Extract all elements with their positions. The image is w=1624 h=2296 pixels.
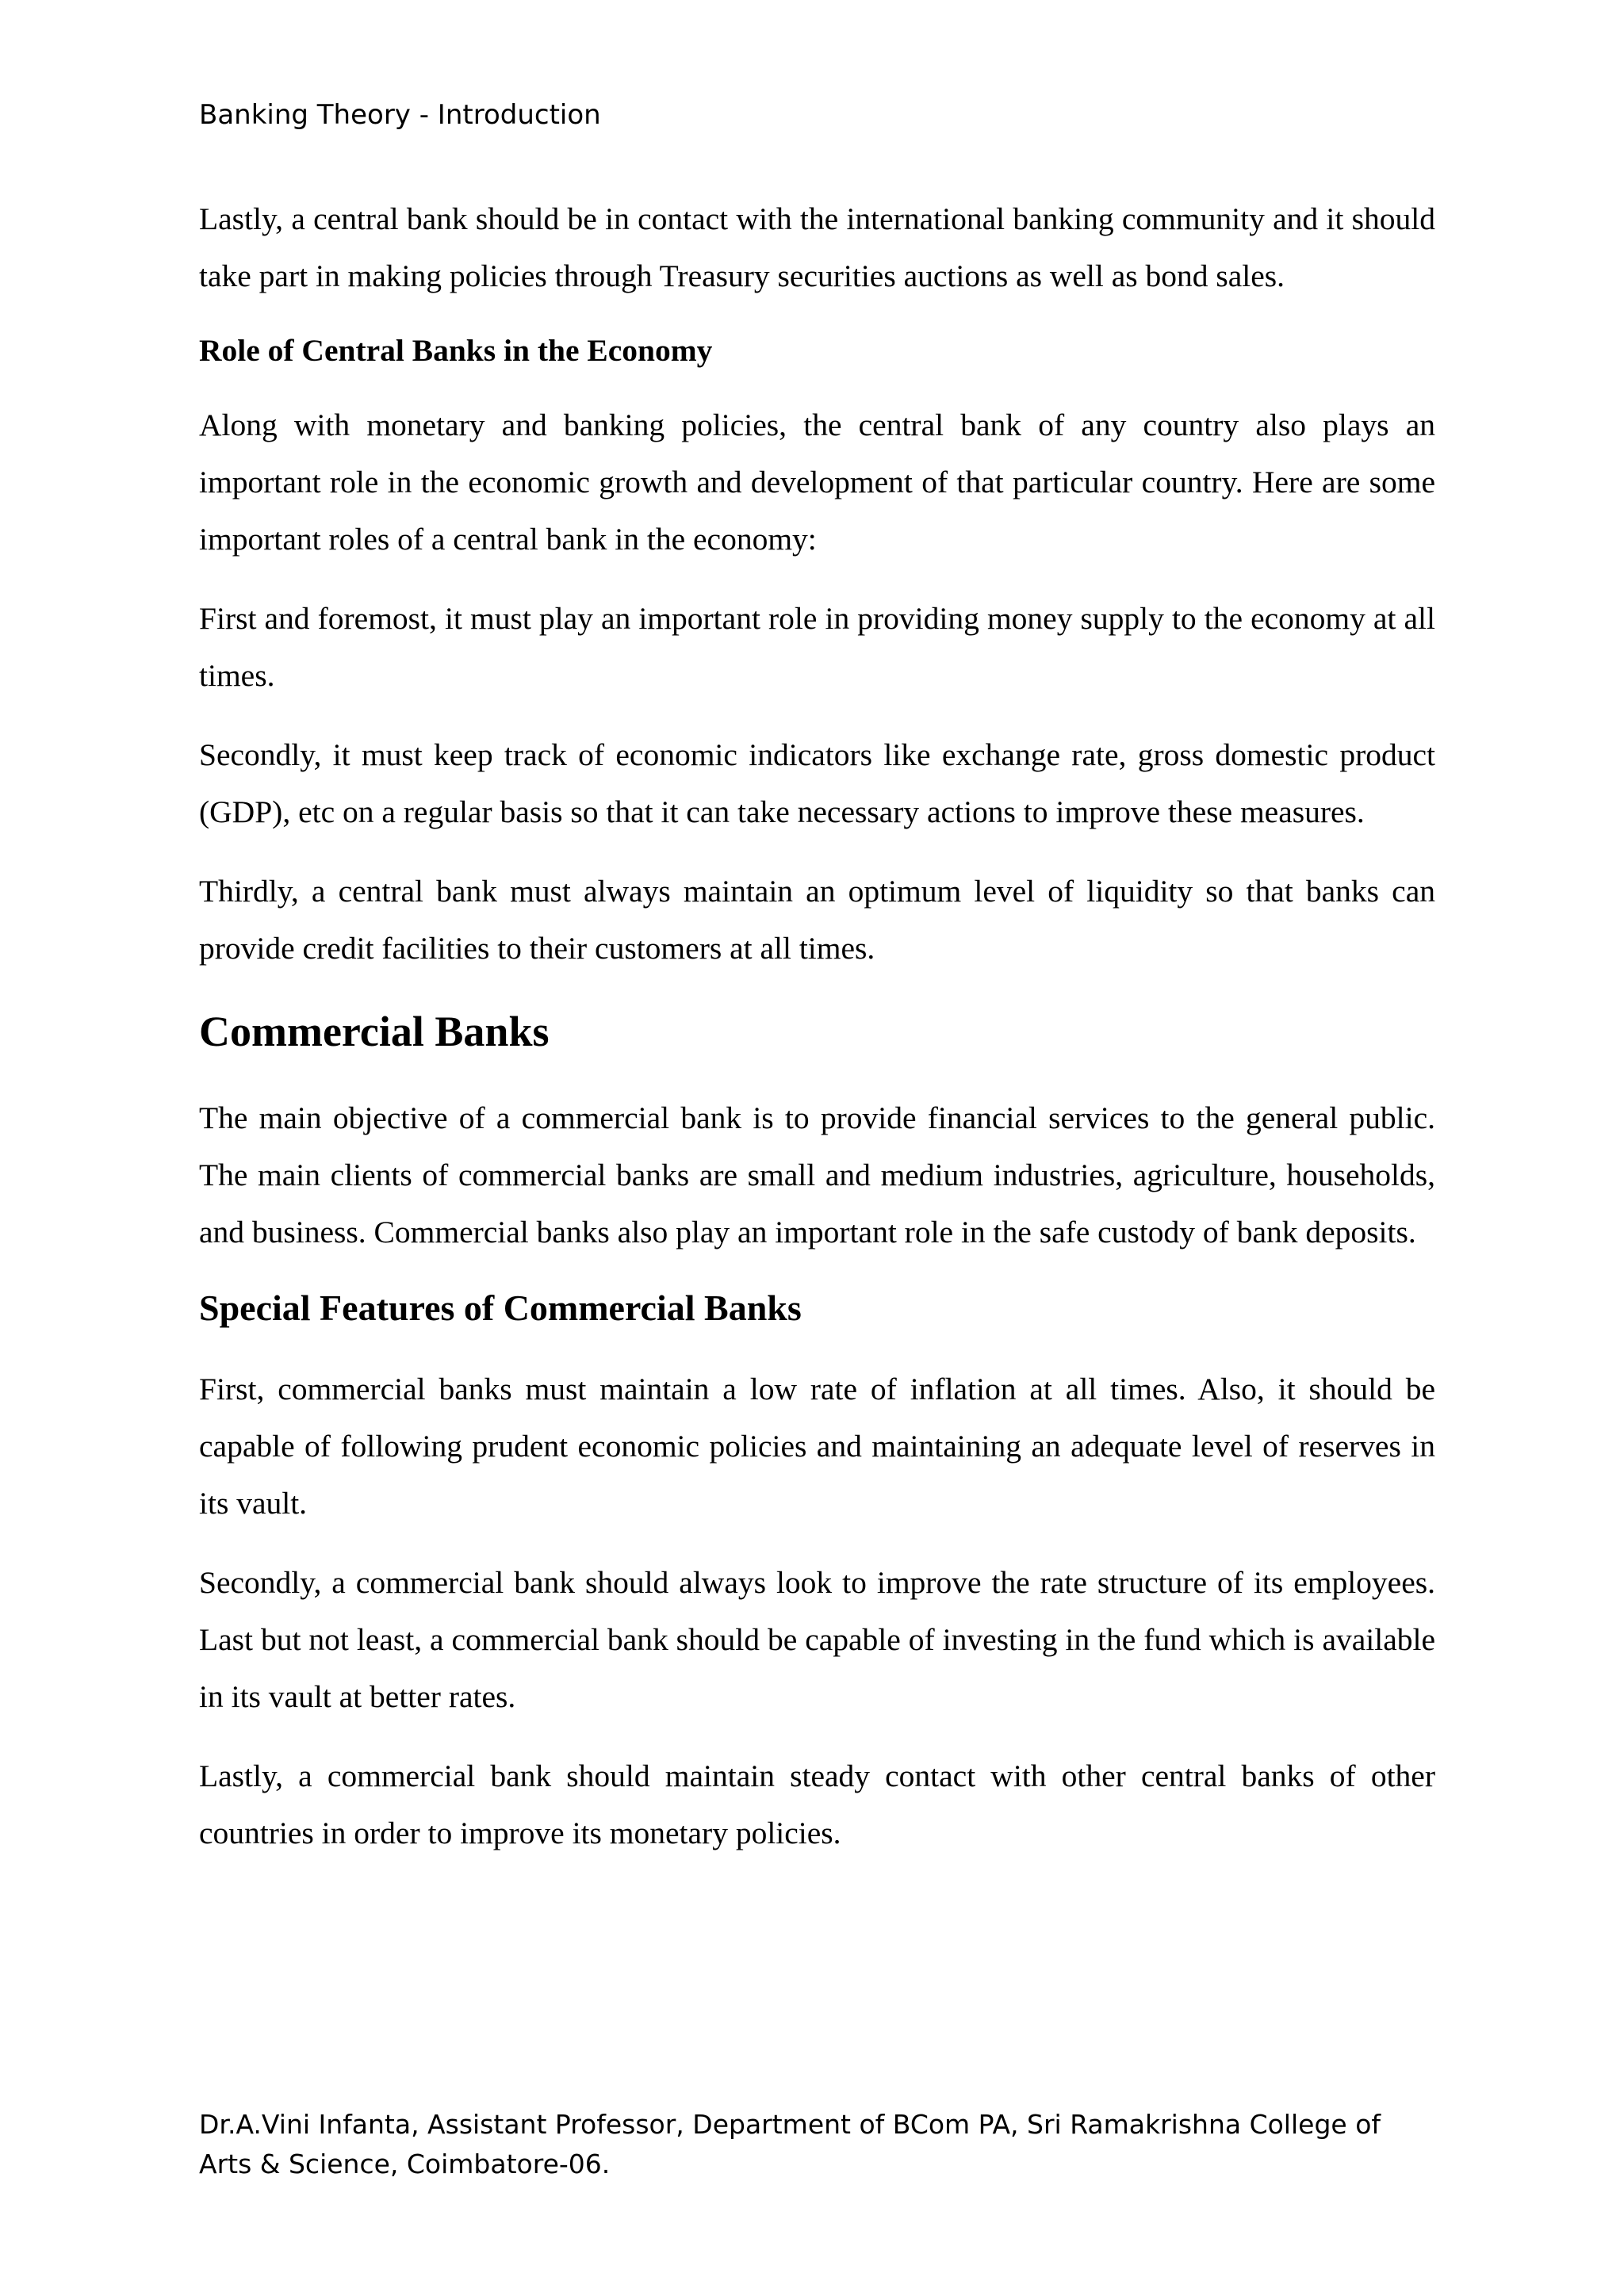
page-footer: Dr.A.Vini Infanta, Assistant Professor, Department of BCom PA, Sri Ramakrishna College of Arts & Science, Coimbatore-06.: [199, 2109, 1381, 2179]
paragraph: The main objective of a commercial bank is to provide financial services to the general public. The main clients of commercial banks are small and medium industries, agriculture, households, and business. Commercial banks also play an important role in the safe custody of bank deposits.: [199, 1100, 1435, 1249]
paragraph: Secondly, it must keep track of economic indicators like exchange rate, gross domestic product (GDP), etc on a regular basis so that it can take necessary actions to improve these measures.: [199, 737, 1435, 829]
paragraph: Thirdly, a central bank must always maintain an optimum level of liquidity so that banks can provide credit facilities to their customers at all times.: [199, 874, 1435, 966]
running-header: Banking Theory - Introduction: [199, 99, 601, 131]
section-heading-commercial-banks: Commercial Banks: [199, 1008, 550, 1055]
paragraph: Lastly, a central bank should be in contact with the international banking community and it should take part in making policies through Treasury securities auctions as well as bond sales.: [199, 201, 1435, 293]
paragraph: First, commercial banks must maintain a low rate of inflation at all times. Also, it should be capable of following prudent economic policies and maintaining an adequate level of reserves in its vault.: [199, 1372, 1435, 1521]
paragraph: First and foremost, it must play an important role in providing money supply to the economy at all times.: [199, 601, 1435, 693]
paragraph: Lastly, a commercial bank should maintain steady contact with other central banks of other countries in order to improve its monetary policies.: [199, 1758, 1435, 1850]
page-body: [199, 190, 1435, 1884]
paragraph: Secondly, a commercial bank should always look to improve the rate structure of its employees. Last but not least, a commercial bank should be capable of investing in the fund which is available in its vault at better rates.: [199, 1565, 1435, 1714]
paragraph: Along with monetary and banking policies, the central bank of any country also plays an important role in the economic growth and development of that particular country. Here are some important roles of a central bank in the economy:: [199, 408, 1435, 557]
section-heading-role-of-central-banks: Role of Central Banks in the Economy: [199, 333, 713, 368]
section-heading-special-features: Special Features of Commercial Banks: [199, 1288, 802, 1328]
